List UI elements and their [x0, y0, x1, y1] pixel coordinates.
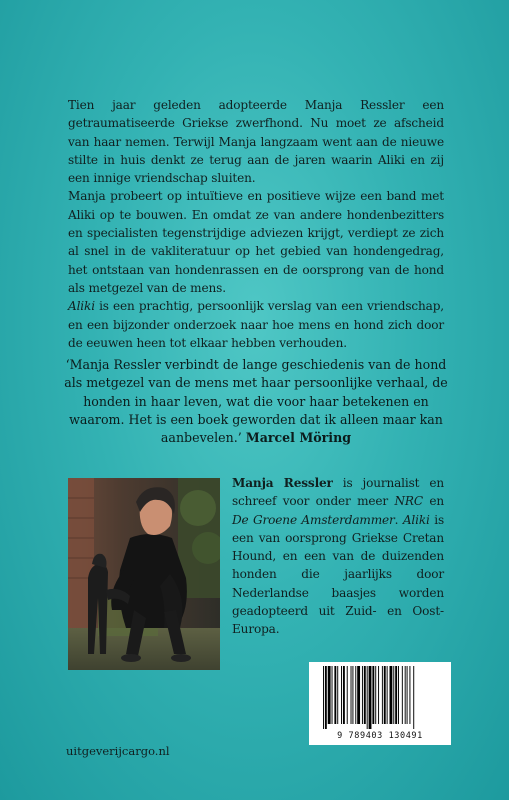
barcode-bar — [390, 666, 393, 724]
book-title-italic: Aliki — [402, 512, 430, 527]
barcode-bar — [405, 666, 406, 724]
publisher-url: uitgeverijcargo.nl — [66, 744, 170, 758]
barcode-bar — [402, 666, 403, 724]
barcode-bar — [398, 666, 399, 724]
barcode-bars — [313, 666, 447, 729]
author-with-dog-photo — [68, 478, 220, 670]
barcode-bar — [325, 666, 327, 729]
barcode-bar — [334, 666, 336, 724]
barcode-bar — [347, 666, 348, 724]
barcode-bar — [332, 666, 333, 724]
review-quote — [60, 356, 452, 447]
quote-attribution: Marcel Möring — [245, 430, 352, 446]
blurb-paragraph-3 — [68, 297, 444, 352]
barcode-bar — [387, 666, 388, 724]
barcode-bar — [328, 666, 331, 724]
back-cover-blurb — [68, 96, 444, 352]
author-photo — [68, 478, 220, 670]
barcode-bar — [362, 666, 363, 724]
book-title-italic: Aliki — [68, 299, 95, 314]
barcode-bar — [375, 666, 376, 724]
barcode-bar — [367, 666, 368, 729]
barcode-bar — [382, 666, 383, 724]
blurb-paragraph-3-text: is een prachtig, persoonlijk verslag van een vriendschap, en een bijzonder onderzoek naar hoe mens en hond zich door de eeuwen heen tot elkaar hebben verhouden. — [68, 299, 444, 350]
barcode-bar — [357, 666, 360, 724]
barcode-bar — [413, 666, 414, 729]
barcode-bar — [364, 666, 366, 724]
barcode-bar — [378, 666, 379, 724]
quote-text: ‘Manja Ressler verbindt de lange geschiedenis van de hond als metgezel van de mens met haar persoonlijke verhaal, de honden in haar leven, wat die voor haar betekenen en waarom. Het is een boek geworden dat ik alleen maar kan aanbevelen.’ — [64, 357, 448, 446]
barcode-bar — [351, 666, 352, 724]
blurb-paragraph-1: Tien jaar geleden adopteerde Manja Ressler een getraumatiseerde Griekse zwerfhond. Nu moet ze afscheid van haar nemen. Terwijl Manja langzaam went aan de nieuwe stilte in huis denkt ze terug aan de jaren waarin Aliki en zij een innige vriendschap sluiten. — [68, 98, 444, 186]
barcode-bar — [372, 666, 374, 724]
barcode-bar — [355, 666, 356, 724]
barcode-bar — [369, 666, 372, 729]
barcode-bar — [384, 666, 386, 724]
barcode-bar — [323, 666, 324, 729]
barcode-bar — [409, 666, 410, 724]
barcode-bar — [352, 666, 353, 724]
author-name: Manja Ressler — [232, 476, 333, 490]
barcode-bar — [393, 666, 394, 724]
barcode-bar — [343, 666, 345, 724]
publication-nrc: NRC — [394, 494, 423, 509]
barcode-bar — [395, 666, 397, 724]
barcode-bar — [337, 666, 338, 724]
barcode-bar — [341, 666, 342, 724]
author-bio: Manja Ressler is journalist en schreef voor onder meer NRC en De Groene Amsterdammer. Aliki is een van oorsprong Griekse Cretan Hound, en een van de duizenden honden die jaarlijks door Nederlandse baasjes worden geadopteerd uit Zuid- en Oost-Europa. — [232, 476, 445, 637]
publication-groene: De Groene Amsterdammer — [232, 512, 395, 527]
isbn-number: 9 789403 130491 — [337, 731, 423, 741]
blurb-paragraph-2: Manja probeert op intuïtieve en positieve wijze een band met Aliki op te bouwen. En omdat ze van andere hondenbezitters en specialisten tegenstrijdige adviezen krijgt, verdiept ze zich al snel in de vakliteratuur op het gebied van hondengedrag, het ontstaan van hondenrassen en de oorsprong van de hond als metgezel van de mens. — [68, 189, 444, 295]
barcode-bar — [407, 666, 408, 724]
isbn-barcode — [309, 662, 451, 745]
